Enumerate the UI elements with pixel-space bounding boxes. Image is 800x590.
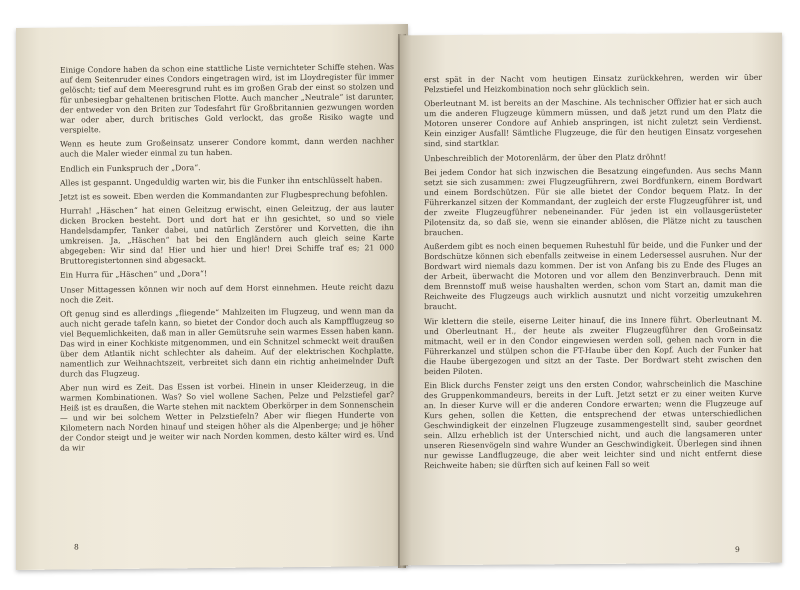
paragraph: Außerdem gibt es noch einen bequemen Ruhestuhl für beide, und die Funker und der Bordschütze können sich ebenfalls zeitweise in einem Ledersessel ausruhen. Nur der Bordwart wird niemals dazu kommen. Der ist von Anfang bis zu Ende des Fluges an der Arbeit, überwacht die Motoren und vor allem den Benzinverbrauch. Denn mit dem Brennstoff muß weise haushalten werden, schon vom Start an, damit man die Reichweite des Flugzeugs auch wirklich ausnutzt und nicht vorzeitig umzukehren braucht. (424, 239, 762, 312)
paragraph: Bei jedem Condor hat sich inzwischen die Besatzung eingefunden. Aus sechs Mann setzt sie sich zusammen: zwei Flugzeugführern, zwei Bordfunkern, einem Bordwart und einem Bordschützen. Für sie alle bietet der Condor bequem Platz. In der Führerkanzel sitzen der Kommandant, der zugleich der erste Flugzeugführer ist, und der zweite Flugzeugführer nebeneinander. Für jeden ist ein vollausgerüsteter Pilotensitz da, so daß sie, wenn sie einander ablösen, die Plätze nicht zu tauschen brauchen. (424, 165, 762, 238)
page-number-right: 9 (735, 544, 740, 554)
right-page (400, 33, 782, 566)
paragraph: Einige Condore haben da schon eine stattliche Liste vernichteter Schiffe stehen. Was auf dem Seitenruder eines Condors eingetragen wird, ist im Lloydregister für immer gelöscht; tief auf dem Meeresgrund ruht es im großen Grab der einst so stolzen und für unbesiegbar gehaltenen britischen Flotte. Auch mancher „Neutrale“ ist darunter, der entweder von den Briten zur Todesfahrt für Großbritannien gezwungen worden war oder aber, durch britisches Gold verlockt, das große Risiko wagte und verspielte. (60, 62, 394, 135)
left-page (16, 24, 408, 570)
left-page-text (60, 62, 394, 458)
paragraph: Unser Mittagessen können wir noch auf dem Horst einnehmen. Heute reicht dazu noch die Zeit. (60, 281, 394, 305)
page-number-left: 8 (74, 542, 79, 552)
paragraph: Ein Blick durchs Fenster zeigt uns den ersten Condor, wahrscheinlich die Maschine des Gruppenkommandeurs, bereits in der Luft. Jetzt setzt er zu einer weiten Kurve an. In dieser Kurve will er die anderen Condore erwarten; wenn die Flugzeuge auf Kurs gehen, sollen die Ketten, die entsprechend der etwas unterschiedlichen Geschwindigkeit der einzelnen Flugzeuge zusammengestellt sind, sauber geordnet sein. Allzu erheblich ist der Unterschied nicht, und auch die langsameren unter unseren Riesenvögeln sind wahre Wunder an Geschwindigkeit. Überlegen sind ihnen nur gewisse Landflugzeuge, die aber weit leichter sind und nicht entfernt diese Reichweite haben; sie dürften sich auf keinen Fall so weit (424, 378, 762, 471)
paragraph: Ein Hurra für „Häschen“ und „Dora“! (60, 269, 208, 280)
paragraph: Aber nun wird es Zeit. Das Essen ist vorbei. Hinein in unser Kleiderzeug, in die warmen Kombinationen. Was? So viel wollene Sachen, Pelze und Pelzstiefel gar? Heiß ist es draußen, die Warte stehen mit nacktem Oberkörper in dem Sonnenschein — und wir bei solchem Wetter in Pelzstiefeln? Aber wir fliegen Hunderte von Kilometern nach Norden hinauf und steigen höher als die Alpenberge; und je höher der Condor steigt und je weiter wir nach Norden kommen, desto kälter wird es. Und da wir (60, 380, 394, 454)
paragraph: Oft genug sind es allerdings „fliegende“ Mahlzeiten im Flugzeug, und wenn man da auch nicht gerade tafeln kann, so bietet der Condor doch auch als Kampfflugzeug so viel Bequemlichkeiten, daß man in aller Gemütsruhe sein warmes Essen haben kann. Das wird in einer Kochkiste mitgenommen, und ein Schnitzel schmeckt weit draußen über dem Atlantik nicht schlechter als daheim. Auf der elektrischen Kochplatte, namentlich zur Weihnachtszeit, verbreitet sich dann ein richtig anheimelnder Duft durch das Flugzeug. (60, 305, 394, 379)
right-page-text (424, 73, 762, 476)
paragraph: Endlich ein Funkspruch der „Dora“. (60, 162, 201, 174)
paragraph: Alles ist gespannt. Ungeduldig warten wir, bis die Funker ihn entschlüsselt haben. (60, 174, 383, 188)
paragraph: Hurrah! „Häschen“ hat einen Geleitzug erwischt, einen Geleitzug, der aus lauter dicken Brocken besteht. Dort und dort hat er ihn gesichtet, so und so viele Handelsdampfer, Tanker dabei, und natürlich Zerstörer und Korvetten, die ihn umkreisen. Ja, „Häschen“ hat bei den Engländern auch gleich seine Karte abgegeben: Wir sind da! Hier und hier und hier! Drei Schiffe traf es; 21 000 Bruttoregistertonnen sind abgesackt. (60, 203, 394, 266)
paragraph: Oberleutnant M. ist bereits an der Maschine. Als technischer Offizier hat er sich auch um die anderen Flugzeuge kümmern müssen, und daß jetzt rund um den Platz die Motoren unserer Condore auf Anhieb anspringen, ist nicht zuletzt sein Verdienst. Kein einziger Ausfall! Sämtliche Flugzeuge, die für den heutigen Einsatz vorgesehen sind, sind startklar. (424, 96, 762, 149)
paragraph: Unbeschreiblich der Motorenlärm, der über den Platz dröhnt! (424, 151, 667, 163)
paragraph: Jetzt ist es soweit. Eben werden die Kommandanten zur Flugbesprechung befohlen. (60, 189, 388, 202)
paragraph: erst spät in der Nacht vom heutigen Einsatz zurückkehren, werden wir über Pelzstiefel und Heizkombination noch sehr glücklich sein. (424, 72, 762, 95)
paragraph: Wir klettern die steile, eiserne Leiter hinauf, die ins Innere führt. Oberleutnant M. und Oberleutnant H., der heute als zweiter Flugzeugführer den Großeinsatz mitmacht, weil er in den Condor eingewiesen werden soll, gehen nach vorn in die Führerkanzel und stülpen schon die FT-Haube über den Kopf. Auch der Funker hat die Haube übergezogen und sitzt an der Taste. Der Bordwart steht zwischen den beiden Piloten. (424, 314, 762, 376)
paragraph: Wenn es heute zum Großeinsatz unserer Condore kommt, dann werden nachher auch die Maler wieder einmal zu tun haben. (60, 136, 394, 160)
